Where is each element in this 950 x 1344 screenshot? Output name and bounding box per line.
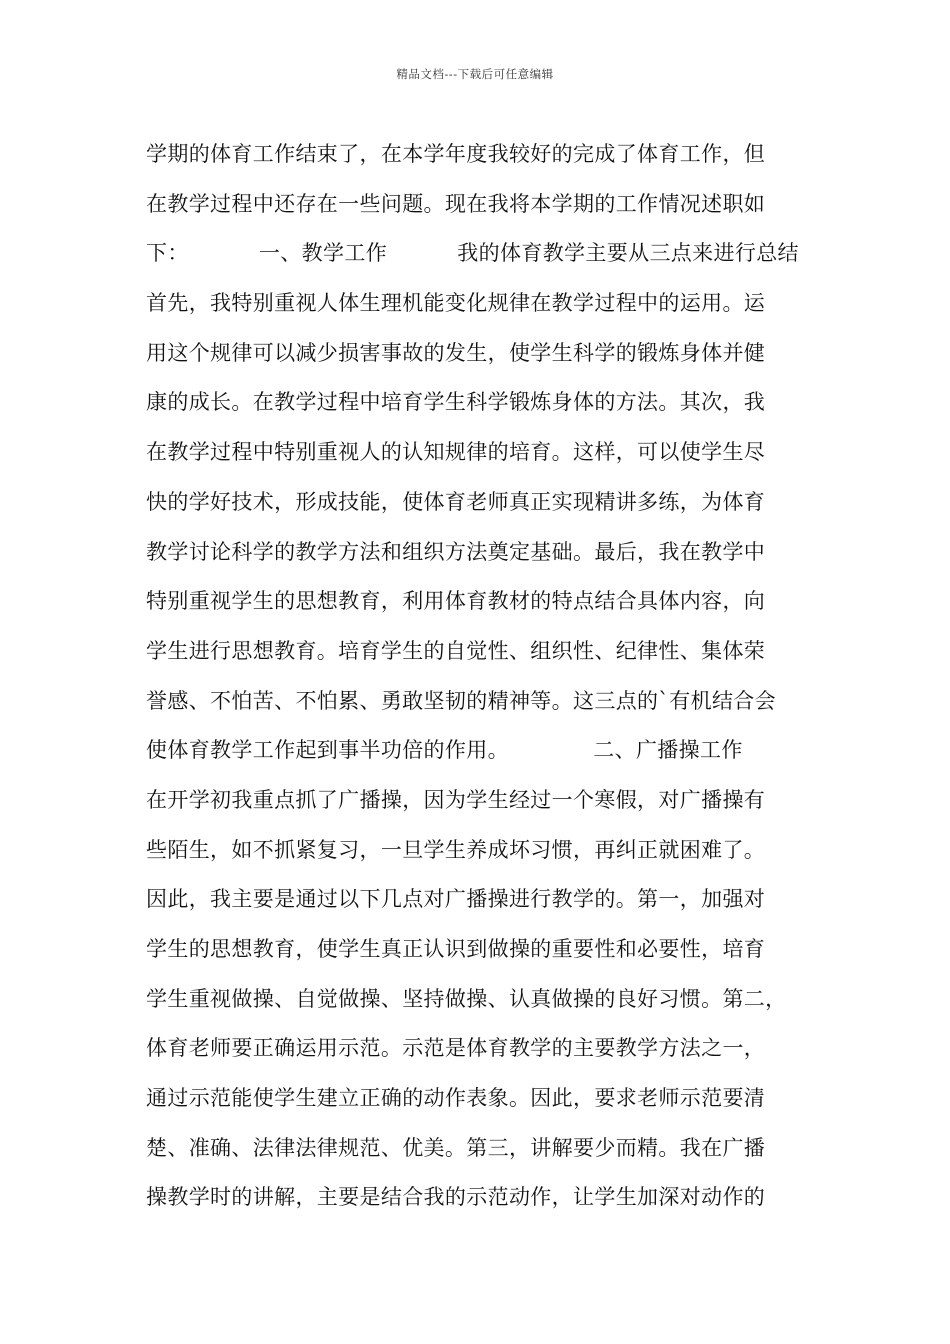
text-line: 在开学初我重点抓了广播操，因为学生经过一个寒假，对广播操有 [146,787,766,812]
text-line: 在教学过程中特别重视人的认知规律的培育。这样，可以使学生尽 [146,440,766,465]
text-line: 康的成长。在教学过程中培育学生科学锻炼身体的方法。其次，我 [146,390,766,415]
text-line: 使体育教学工作起到事半功倍的作用。 二、广播操工作 [146,738,743,763]
text-line: 用这个规律可以减少损害事故的发生，使学生科学的锻炼身体并健 [146,340,766,365]
text-line: 特别重视学生的思想教育，利用体育教材的特点结合具体内容，向 [146,589,766,614]
text-line: 学生重视做操、自觉做操、坚持做操、认真做操的良好习惯。第二， [146,986,787,1011]
text-line: 楚、准确、法律法律规范、优美。第三，讲解要少而精。我在广播 [146,1135,766,1160]
page-header: 精品文档---下载后可任意编辑 [396,67,554,81]
text-line: 首先，我特别重视人体生理机能变化规律在教学过程中的运用。运 [146,291,766,316]
text-line: 体育老师要正确运用示范。示范是体育教学的主要教学方法之一， [146,1036,766,1061]
text-line: 通过示范能使学生建立正确的动作表象。因此，要求老师示范要清 [146,1086,766,1111]
text-line: 教学讨论科学的教学方法和组织方法奠定基础。最后，我在教学中 [146,539,766,564]
text-line: 操教学时的讲解，主要是结合我的示范动作，让学生加深对动作的 [146,1185,766,1210]
text-line: 下： 一、教学工作 我的体育教学主要从三点来进行总结 [146,241,799,266]
body-text [146,130,826,1223]
text-line: 学生进行思想教育。培育学生的自觉性、组织性、纪律性、集体荣 [146,638,766,663]
text-line: 在教学过程中还存在一些问题。现在我将本学期的工作情况述职如 [146,191,766,216]
text-line: 快的学好技术，形成技能，使体育老师真正实现精讲多练，为体育 [146,489,766,514]
text-line: 誉感、不怕苦、不怕累、勇敢坚韧的精神等。这三点的`有机结合会 [146,688,776,713]
text-line: 学生的思想教育，使学生真正认识到做操的重要性和必要性，培育 [146,937,766,961]
text-line: 些陌生，如不抓紧复习，一旦学生养成坏习惯，再纠正就困难了。 [146,837,766,862]
text-line: 学期的体育工作结束了，在本学年度我较好的完成了体育工作，但 [146,142,766,166]
text-line: 因此，我主要是通过以下几点对广播操进行教学的。第一，加强对 [146,887,766,912]
